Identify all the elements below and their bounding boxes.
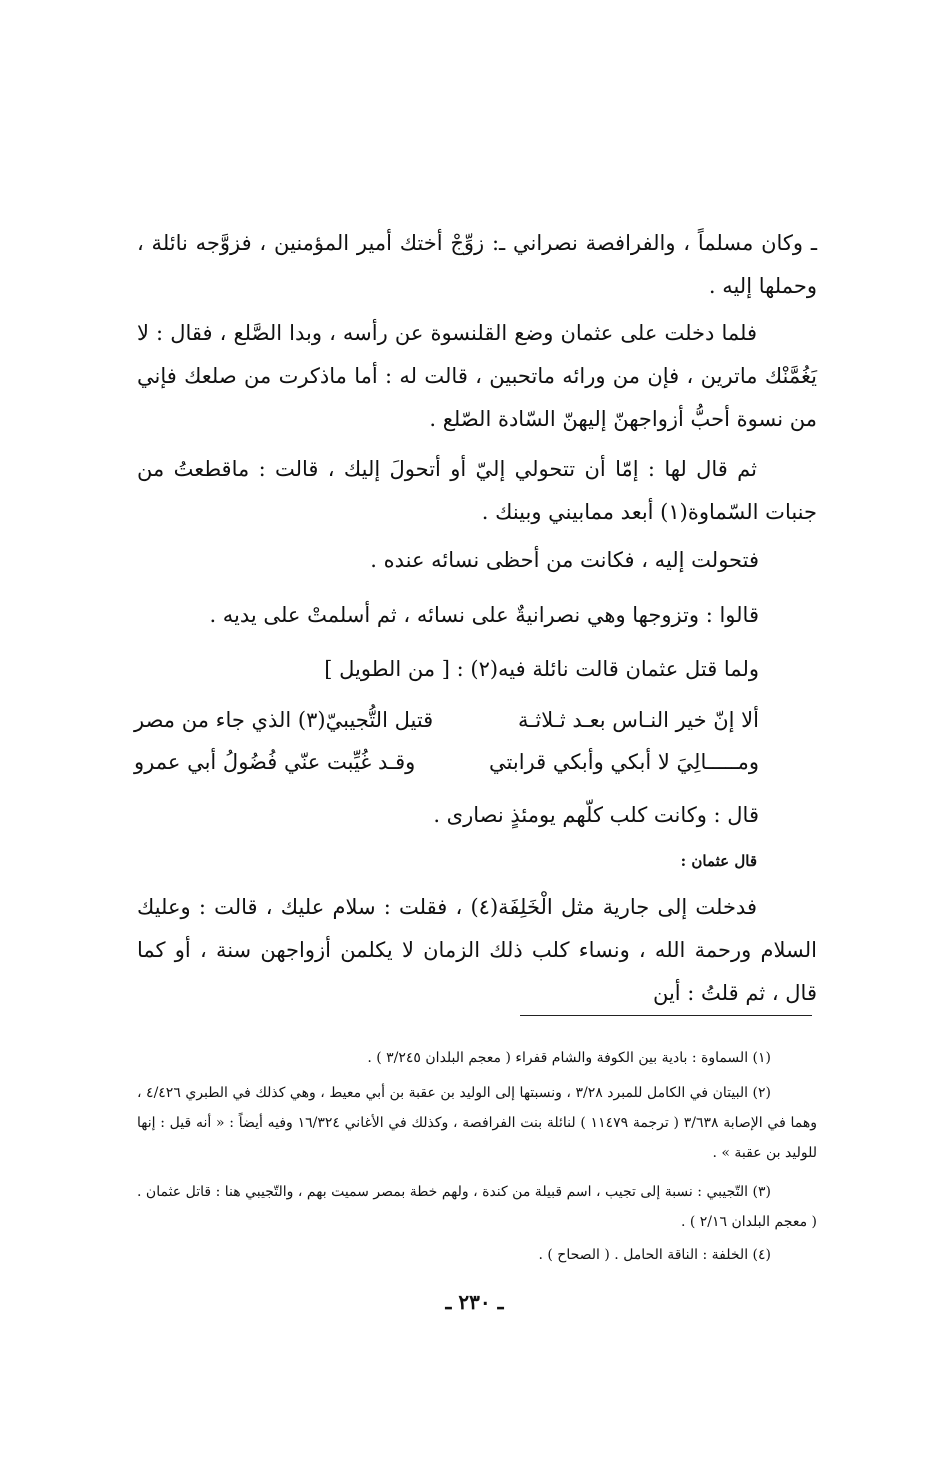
- footnote-1: (١) السماوة : بادية بين الكوفة والشام قفراء ( معجم البلدان ٣/٢٤٥ ) .: [367, 1050, 771, 1066]
- paragraph-1: ـ وكان مسلماً ، والفرافصة نصراني ـ: زوِّجْ أختك أمير المؤمنين ، فزوَّجه نائلة ، وحملها إليه .: [137, 231, 817, 298]
- paragraph-8: فدخلت إلى جارية مثل الْخَلِفَة(٤) ، فقلت : سلام عليك ، قالت : وعليك السلام ورحمة الله ، ونساء كلب ذلك الزمان لا يكلمن أزواجهن سنة ، أو كما قال ، ثم قلتُ : أين: [137, 895, 817, 1005]
- verse-line-1: [134, 700, 759, 740]
- verse-1-second-hemistich: قتيل التُّجيبيّ(٣) الذي جاء من مصر: [134, 708, 434, 732]
- paragraph-2: فلما دخلت على عثمان وضع القلنسوة عن رأسه ، وبدا الصَّلع ، فقال : لا يَغُمَّنْك ماترين ، فإن من ورائه ماتحبين ، قالت له : أما ماذكرت من صلعك فإني من نسوة أحبُّ أزواجهنّ إليهنّ السّادة الصّلع .: [137, 321, 817, 431]
- section-heading: قال عثمان :: [680, 852, 757, 870]
- paragraph-4: فتحولت إليه ، فكانت من أحظى نسائه عنده .: [370, 548, 759, 572]
- paragraph-3: ثم قال لها : إمّا أن تتحولي إليّ أو أتحولَ إليك ، قالت : ماقطعتُ من جنبات السّماوة(١) أبعد ممابيني وبينك .: [137, 457, 817, 524]
- paragraph-7: قال : وكانت كلب كلّهم يومئذٍ نصارى .: [433, 803, 759, 827]
- footnote-3: (٣) التّجيبي : نسبة إلى تجيب ، اسم قبيلة من كندة ، ولهم خطة بمصر سميت بهم ، والتّجيبي هنا : قاتل عثمان . ( معجم البلدان ٢/١٦ ) .: [137, 1184, 817, 1230]
- verse-2-first-hemistich: ومـــــالِيَ لا أبكي وأبكي قرابتي: [489, 750, 759, 774]
- paragraph-5: قالوا : وتزوجها وهي نصرانيةٌ على نسائه ، ثم أسلمتْ على يديه .: [209, 603, 759, 627]
- footnote-separator: [520, 1015, 812, 1016]
- verse-line-2: [134, 742, 759, 782]
- page-number: ـ ٢٣٠ ـ: [445, 1290, 504, 1314]
- footnote-2: (٢) البيتان في الكامل للمبرد ٣/٢٨ ، ونسبتها إلى الوليد بن عقبة بن أبي معيط ، وهي كذلك في الطبري ٤/٤٢٦ ، وهما في الإصابة ٣/٦٣٨ ( ترجمة ١١٤٧٩ ) لنائلة بنت الفرافصة ، وكذلك في الأغاني ١٦/٣٢٤ وفيه أيضاً : « أنه قيل : إنها للوليد بن عقبة » .: [137, 1085, 817, 1161]
- paragraph-6: ولما قتل عثمان قالت نائلة فيه(٢) : [ من الطويل ]: [324, 657, 759, 681]
- verse-1-first-hemistich: ألا إنّ خير النـاس بعـد ثـلاثـة: [517, 708, 759, 732]
- verse-2-second-hemistich: وقـد غُيِّبت عنّي فُضُولُ أبي عمرو: [134, 750, 416, 774]
- footnote-4: (٤) الخلفة : الناقة الحامل . ( الصحاح ) .: [538, 1247, 771, 1263]
